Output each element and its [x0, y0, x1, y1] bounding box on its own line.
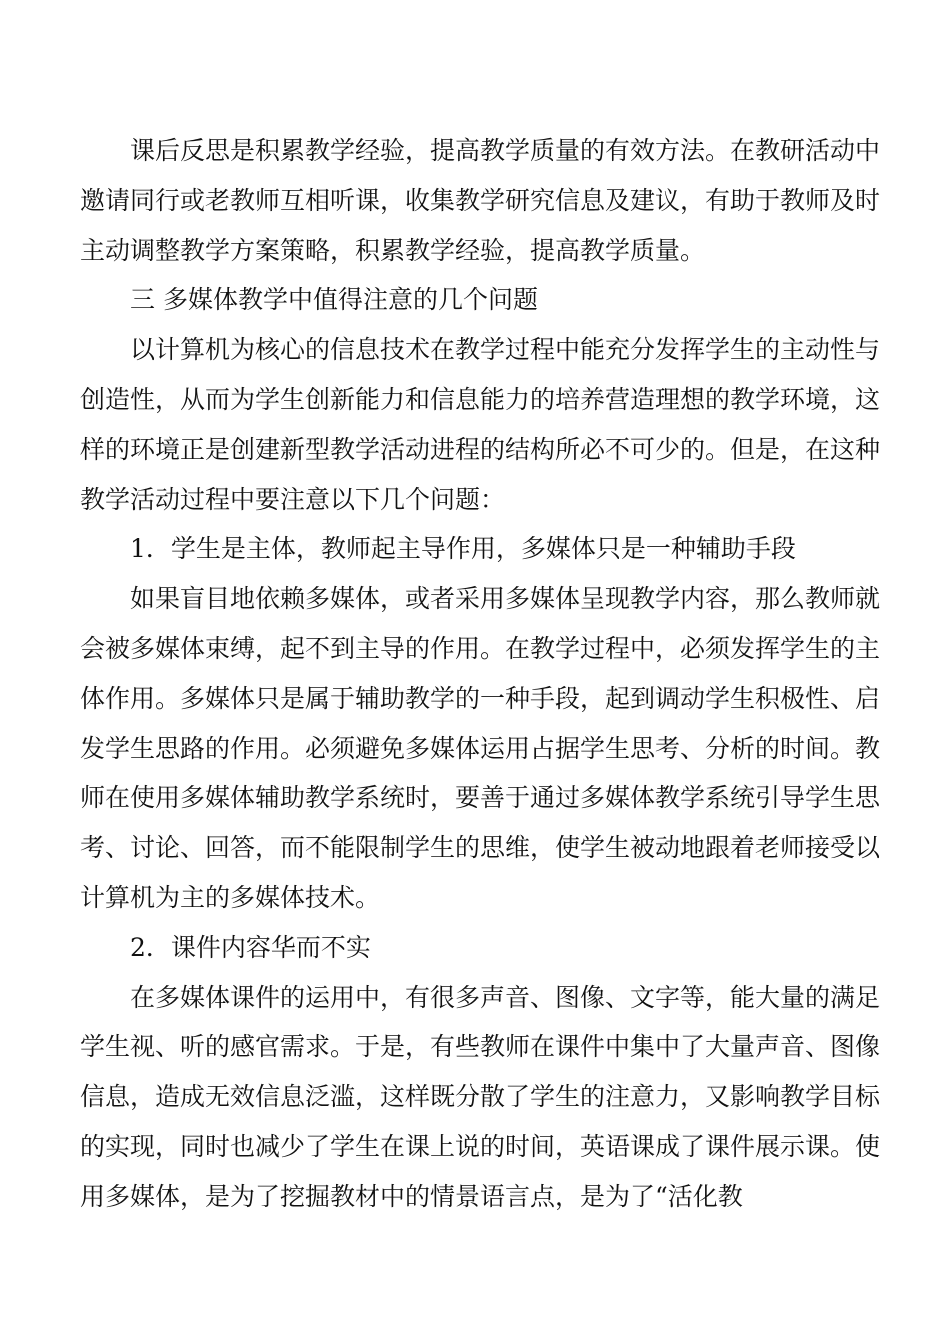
paragraph-info-technology: 以计算机为核心的信息技术在教学过程中能充分发挥学生的主动性与创造性，从而为学生创新能力和信息能力的培养营造理想的教学环境，这样的环境正是创建新型教学活动进程的结构所必不可少的。但是，在这种教学活动过程中要注意以下几个问题： — [80, 335, 881, 514]
paragraph-courseware: 在多媒体课件的运用中，有很多声音、图像、文字等，能大量的满足学生视、听的感官需求。于是，有些教师在课件中集中了大量声音、图像信息，造成无效信息泛滥，这样既分散了学生的注意力，又影响教学目标的实现，同时也减少了学生在课上说的时间，英语课成了课件展示课。使用多媒体，是为了挖掘教材中的情景语言点，是为了“活化教 — [80, 982, 881, 1211]
subheading-two: 2．课件内容华而不实 — [130, 932, 371, 962]
document-body — [80, 126, 880, 1222]
section-heading-three: 三 多媒体教学中值得注意的几个问题 — [130, 285, 538, 315]
paragraph-student-subject: 如果盲目地依赖多媒体，或者采用多媒体呈现教学内容，那么教师就会被多媒体束缚，起不到主导的作用。在教学过程中，必须发挥学生的主体作用。多媒体只是属于辅助教学的一种手段，起到调动学生积极性、启发学生思路的作用。必须避免多媒体运用占据学生思考、分析的时间。教师在使用多媒体辅助教学系统时，要善于通过多媒体教学系统引导学生思考、讨论、回答，而不能限制学生的思维，使学生被动地跟着老师接受以计算机为主的多媒体技术。 — [80, 584, 881, 912]
subheading-one: 1．学生是主体，教师起主导作用，多媒体只是一种辅助手段 — [130, 534, 796, 564]
paragraph-reflection: 课后反思是积累教学经验，提高教学质量的有效方法。在教研活动中邀请同行或老教师互相听课，收集教学研究信息及建议，有助于教师及时主动调整教学方案策略，积累教学经验，提高教学质量。 — [80, 136, 881, 265]
